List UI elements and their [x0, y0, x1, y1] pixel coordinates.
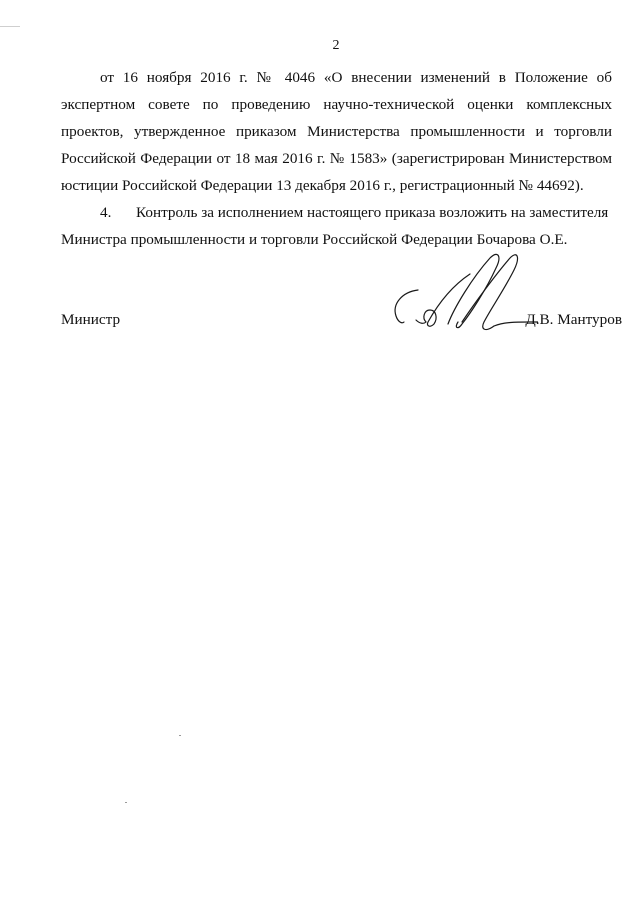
item-4-first-line [61, 199, 612, 226]
item-number: 4. [100, 204, 112, 221]
top-edge-mark [0, 26, 20, 27]
scan-speck [125, 802, 127, 803]
signatory-name: Д.В. Мантуров [525, 311, 622, 328]
signatory-title: Министр [61, 311, 121, 328]
page-number: 2 [332, 38, 340, 53]
signature-block [61, 311, 622, 335]
scan-speck [179, 735, 181, 736]
item-4-text-line-1: Контроль за исполнением настоящего приказа возложить на заместителя [136, 204, 609, 221]
item-4-text-line-2: Министра промышленности и торговли Российской Федерации Бочарова О.Е. [61, 231, 568, 248]
paragraph-amendment-reference: от 16 ноября 2016 г. № 4046 «О внесении изменений в Положение об экспертном совете по проведению научно-технической оценки комплексных проектов, утвержденное приказом Министерства промышленности и торговли Российской Федерации от 18 мая 2016 г. № 1583» (зарегистрирован Министерством юстиции Российской Федерации 13 декабря 2016 г., регистрационный № 44692). [61, 69, 612, 194]
